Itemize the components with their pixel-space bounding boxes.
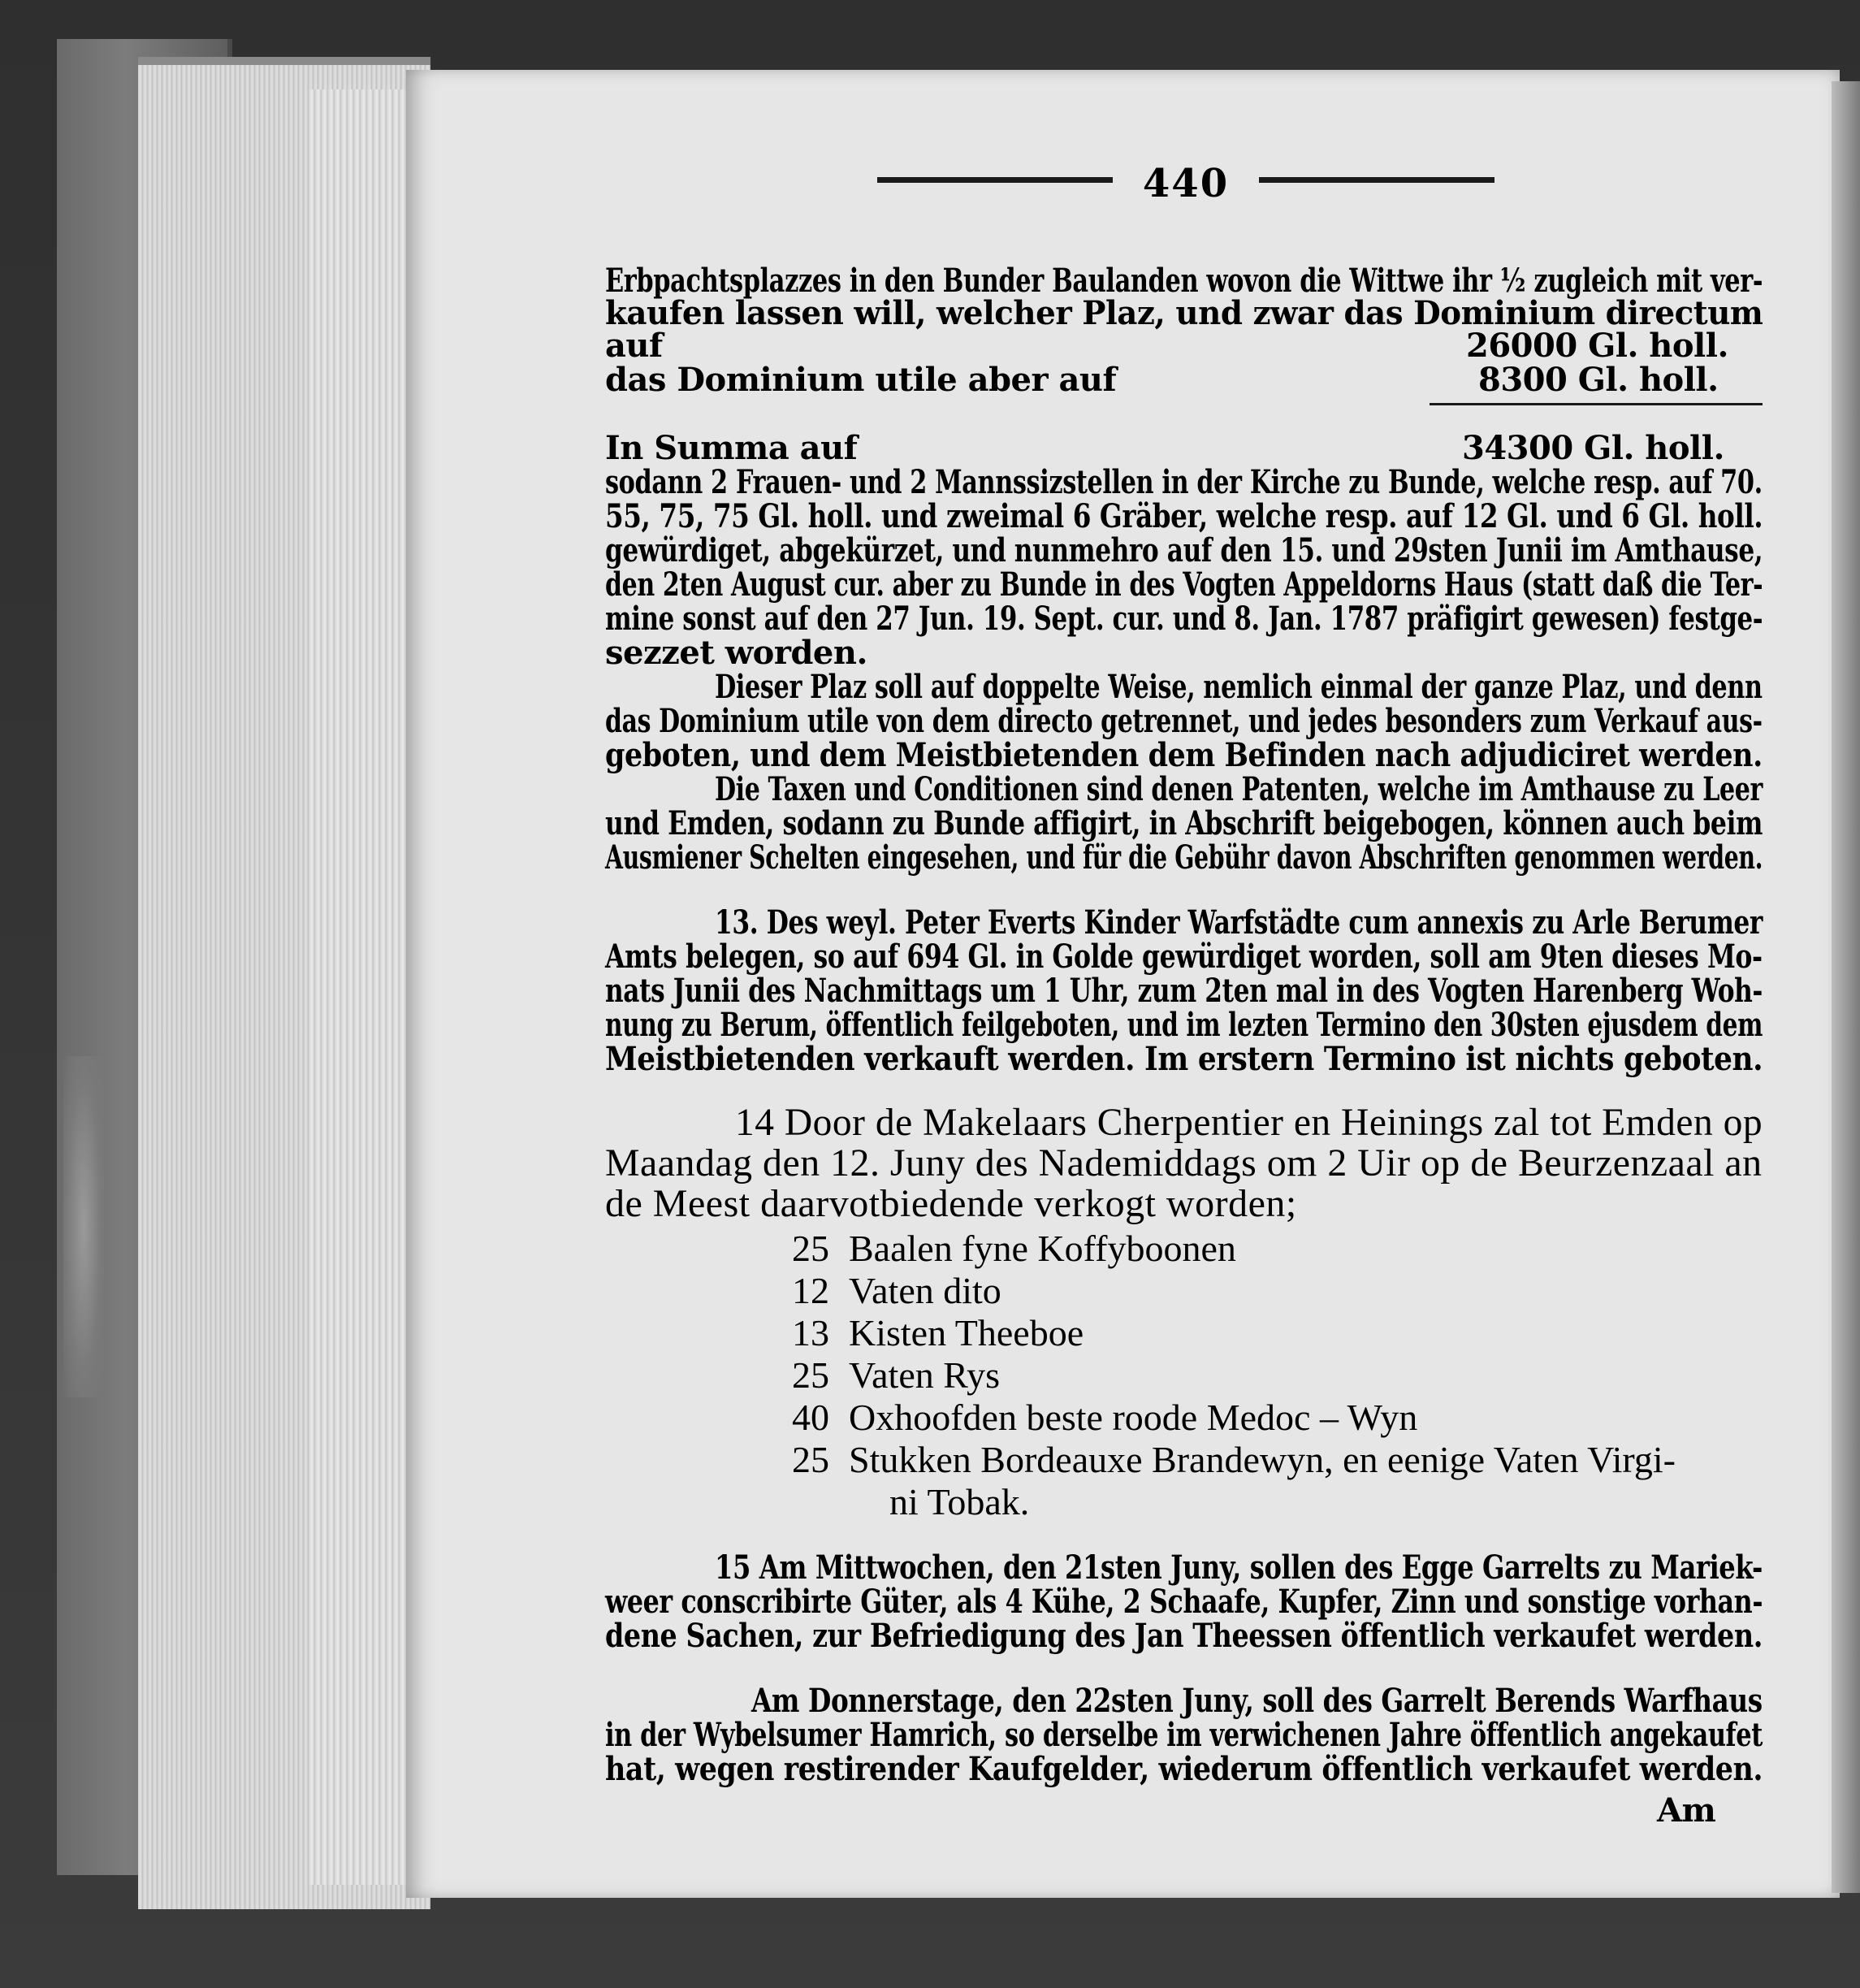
item-quantity: 25 <box>792 1439 829 1480</box>
list-item <box>792 1227 1236 1271</box>
text-line: nats Junii des Nachmittags um 1 Uhr, zum 2ten mal in des Vogten Harenberg Woh- <box>605 972 1763 1010</box>
list-item <box>792 1438 1676 1482</box>
cover-stain <box>63 1056 104 1397</box>
text-line: Erbpachtsplazzes in den Bunder Baulanden wovon die Wittwe ihr ½ zugleich mit ver- <box>605 262 1763 300</box>
text-line: sodann 2 Frauen- und 2 Mannssizstellen in der Kirche zu Bunde, welche resp. auf 70. <box>605 463 1763 501</box>
text-line: das Dominium utile von dem directo getrennet, und jedes besonders zum Verkauf aus- <box>605 702 1763 740</box>
item-quantity: 25 <box>792 1228 829 1269</box>
item-text: Kisten Theeboe <box>849 1312 1084 1353</box>
item-text: Vaten dito <box>849 1270 1001 1311</box>
catchword: Am <box>1657 1791 1716 1830</box>
item-text: Vaten Rys <box>849 1354 1000 1396</box>
text-line: 14 Door de Makelaars Cherpentier en Heinings zal tot Emden op <box>735 1101 1763 1144</box>
text-line: Dieser Plaz soll auf doppelte Weise, nemlich einmal der ganze Plaz, und denn <box>715 668 1763 706</box>
page-number: 440 <box>1142 161 1230 206</box>
text-line: dene Sachen, zur Befriedigung des Jan Theessen öffentlich verkaufet werden. <box>605 1617 1763 1655</box>
page-right-edge <box>1832 81 1860 1893</box>
list-item <box>792 1353 1000 1397</box>
text-line: sezzet worden. <box>605 634 867 672</box>
text-line: Amts belegen, so auf 694 Gl. in Golde gewürdiget worden, soll am 9ten dieses Mo- <box>605 938 1763 976</box>
text-line: und Emden, sodann zu Bunde affigirt, in Abschrift beigebogen, können auch beim <box>605 804 1763 842</box>
text-line: Ausmiener Schelten eingesehen, und für die Gebühr davon Abschriften genommen werden. <box>605 838 1763 877</box>
text-line: 55, 75, 75 Gl. holl. und zweimal 6 Gräber, welche resp. auf 12 Gl. und 6 Gl. holl. <box>605 497 1763 535</box>
list-item <box>792 1396 1417 1440</box>
text-line: Die Taxen und Conditionen sind denen Patenten, welche im Amthause zu Leer <box>715 770 1763 808</box>
header-rule-right <box>1259 177 1494 183</box>
text-line: de Meest daarvotbiedende verkogt worden; <box>605 1182 1297 1225</box>
text-line: kaufen lassen will, welcher Plaz, und zwar das Dominium directum <box>605 294 1763 332</box>
text-line: Meistbietenden verkauft werden. Im erstern Termino ist nichts geboten. <box>605 1040 1763 1078</box>
text-line: gewürdiget, abgekürzet, und nunmehro auf den 15. und 29sten Junii im Amthause, <box>605 531 1763 570</box>
text-line: Am Donnerstage, den 22sten Juny, soll des Garrelt Berends Warfhaus <box>751 1682 1763 1720</box>
header-rule-left <box>877 177 1113 183</box>
item-quantity: 40 <box>792 1397 829 1438</box>
item-quantity: 12 <box>792 1270 829 1311</box>
text-line: hat, wegen restirender Kaufgelder, wiederum öffentlich verkaufet werden. <box>605 1750 1763 1788</box>
text-line: geboten, und dem Meistbietenden dem Befinden nach adjudiciret werden. <box>605 736 1763 774</box>
list-item <box>792 1311 1084 1355</box>
text-line: mine sonst auf den 27 Jun. 19. Sept. cur. und 8. Jan. 1787 präfigirt gewesen) festge- <box>605 600 1763 638</box>
inner-page-edge <box>309 89 422 1885</box>
item-text: Stukken Bordeauxe Brandewyn, en eenige Vaten Virgi- <box>849 1439 1676 1480</box>
item-text: Baalen fyne Koffyboonen <box>849 1228 1236 1269</box>
sum-value: 34300 Gl. holl. <box>1462 429 1724 467</box>
text-line: in der Wybelsumer Hamrich, so derselbe im verwichenen Jahre öffentlich angekaufet <box>605 1716 1763 1754</box>
item-quantity: 25 <box>792 1354 829 1396</box>
text-line: 13. Des weyl. Peter Everts Kinder Warfstädte cum annexis zu Arle Berumer <box>715 903 1763 942</box>
amount-label: das Dominium utile aber auf <box>605 361 1117 399</box>
text-line: den 2ten August cur. aber zu Bunde in des Vogten Appeldorns Haus (statt daß die Ter- <box>605 565 1763 604</box>
amount-value: 26000 Gl. holl. <box>1466 327 1728 365</box>
sum-rule <box>1430 403 1763 405</box>
list-item <box>792 1269 1001 1313</box>
item-quantity: 13 <box>792 1312 829 1353</box>
amount-value: 8300 Gl. holl. <box>1478 361 1719 399</box>
text-line: Maandag den 12. Juny des Nademiddags om 2 Uir op de Beurzenzaal an <box>605 1141 1763 1185</box>
text-line: nung zu Berum, öffentlich feilgeboten, und im lezten Termino den 30sten ejusdem dem <box>605 1006 1763 1044</box>
text-line: weer conscribirte Güter, als 4 Kühe, 2 Schaafe, Kupfer, Zinn und sonstige vorhan- <box>605 1583 1763 1621</box>
amount-label: auf <box>605 327 663 365</box>
item-text: Oxhoofden beste roode Medoc – Wyn <box>849 1397 1418 1438</box>
page-header <box>877 161 1494 210</box>
list-item-continuation: ni Tobak. <box>889 1481 1030 1522</box>
text-line: 15 Am Mittwochen, den 21sten Juny, sollen des Egge Garrelts zu Mariek- <box>715 1548 1763 1587</box>
sum-label: In Summa auf <box>605 429 858 467</box>
